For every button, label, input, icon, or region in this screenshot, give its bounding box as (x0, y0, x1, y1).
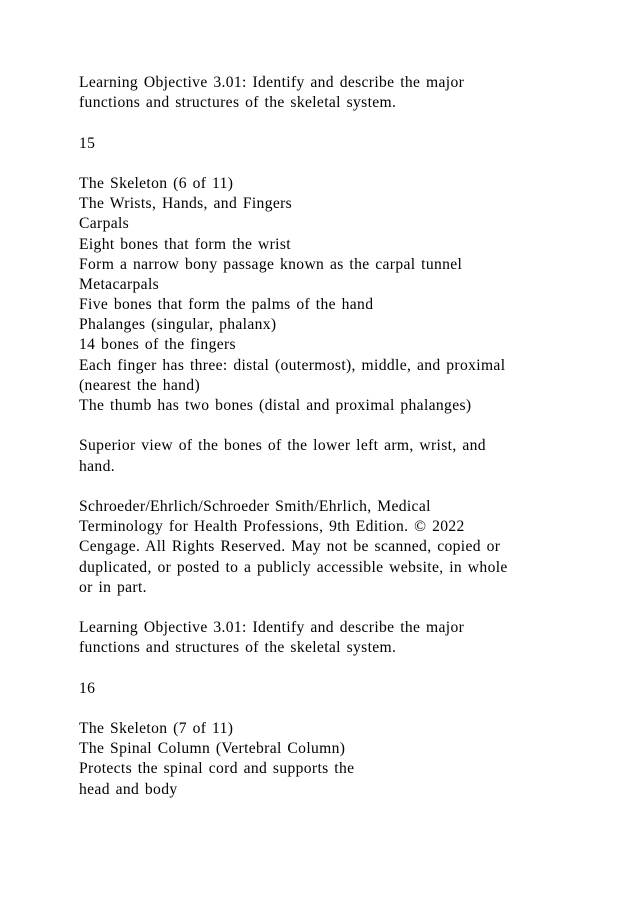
spacer (79, 113, 619, 133)
slide-text-line: Eight bones that form the wrist (79, 235, 291, 253)
page-number: 16 (79, 679, 96, 697)
learning-objective-line-1: Learning Objective 3.01: Identify and describe the major (79, 74, 465, 91)
slide-text-line: Phalanges (singular, phalanx) (79, 316, 277, 334)
slide-text-line: Form a narrow bony passage known as the carpal tunnel (79, 255, 463, 273)
spacer (79, 477, 619, 497)
slide-text-line: Each finger has three: distal (outermost), middle, and proximal (79, 356, 506, 374)
slide-subtitle: The Spinal Column (Vertebral Column) (79, 740, 346, 758)
learning-objective-line-1: Learning Objective 3.01: Identify and describe the major (79, 619, 465, 637)
page-number: 15 (79, 134, 96, 152)
spacer (79, 154, 619, 174)
spacer (79, 598, 619, 618)
slide-text-line: Five bones that form the palms of the hand (79, 296, 374, 314)
slide-text-line: Carpals (79, 215, 130, 233)
spacer (79, 699, 619, 719)
image-caption-line-1: Superior view of the bones of the lower left arm, wrist, and (79, 437, 486, 455)
copyright-line-2: Terminology for Health Professions, 9th Edition. © 2022 (79, 518, 465, 536)
learning-objective-line-2: functions and structures of the skeletal system. (79, 94, 397, 112)
slide-title: The Skeleton (7 of 11) (79, 720, 234, 737)
copyright-line-3: Cengage. All Rights Reserved. May not be scanned, copied or (79, 538, 501, 556)
slide-text-line: Protects the spinal cord and supports the (79, 760, 355, 778)
spacer (79, 658, 619, 678)
document-page (79, 73, 619, 800)
slide-text-line: head and body (79, 780, 178, 798)
copyright-line-1: Schroeder/Ehrlich/Schroeder Smith/Ehrlich, Medical (79, 497, 431, 515)
copyright-line-4: duplicated, or posted to a publicly accessible website, in whole (79, 558, 508, 576)
image-caption-line-2: hand. (79, 457, 115, 475)
slide-text-line: 14 bones of the fingers (79, 336, 236, 354)
slide-text-line: (nearest the hand) (79, 376, 200, 394)
slide-text-line: The thumb has two bones (distal and proximal phalanges) (79, 397, 472, 414)
slide-text-line: Metacarpals (79, 275, 160, 293)
learning-objective-line-2: functions and structures of the skeletal system. (79, 639, 397, 657)
slide-subtitle: The Wrists, Hands, and Fingers (79, 195, 293, 213)
spacer (79, 416, 619, 436)
copyright-line-5: or in part. (79, 578, 147, 596)
slide-title: The Skeleton (6 of 11) (79, 174, 234, 192)
